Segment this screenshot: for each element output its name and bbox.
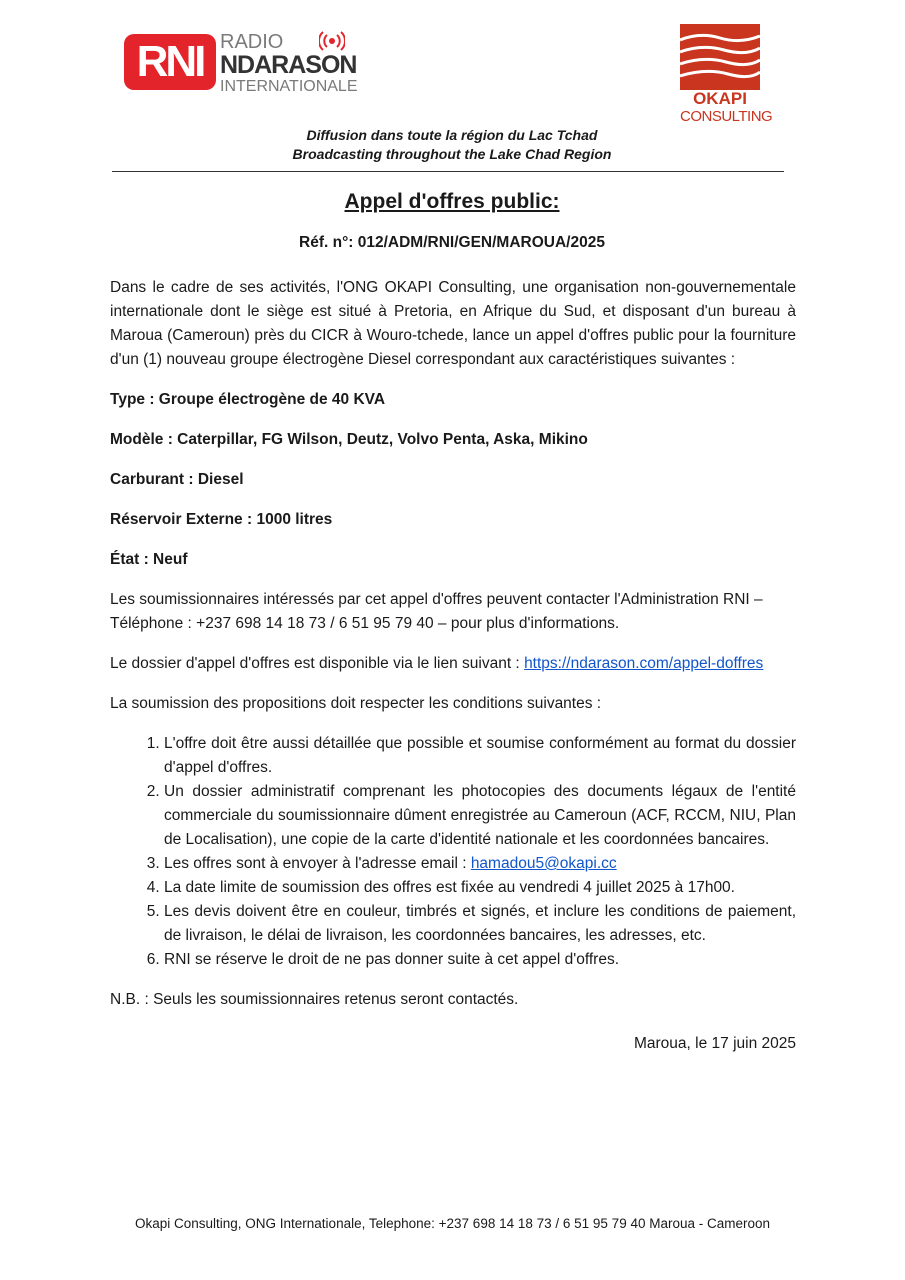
conditions-list: [110, 732, 796, 972]
tagline-english: Broadcasting throughout the Lake Chad Region: [292, 146, 612, 162]
spec-type: Type : Groupe électrogène de 40 KVA: [110, 391, 386, 408]
intro-paragraph: Dans le cadre de ses activités, l'ONG OKAPI Consulting, une organisation non-gouvernementale internationale dont le siège est situé à Pretoria, en Afrique du Sud, et disposant d'un bureau à Maroua (Cameroun) près du CICR à Wouro-tchede, lance un appel d'offres public pour la fourniture d'un (1) nouveau groupe électrogène Diesel correspondant aux caractéristiques suivantes :: [110, 279, 796, 368]
rni-logo-international: INTERNATIONALE: [220, 78, 358, 95]
tagline-french: Diffusion dans toute la région du Lac Tchad: [306, 127, 598, 143]
condition-item: 6. RNI se réserve le droit de ne pas donner suite à cet appel d'offres.: [164, 948, 796, 972]
condition-item: 2. Un dossier administratif comprenant les photocopies des documents légaux de l'entité commerciale du soumissionnaire dûment enregistrée au Cameroun (ACF, RCCM, NIU, Plan de Localisation), une copie de la carte d'identité nationale et les coordonnées bancaires.: [164, 780, 796, 852]
okapi-logo-sub: CONSULTING: [680, 108, 773, 125]
conditions-intro: La soumission des propositions doit respecter les conditions suivantes :: [110, 695, 602, 712]
header-tagline: [112, 126, 792, 164]
spec-model: Modèle : Caterpillar, FG Wilson, Deutz, Volvo Penta, Aska, Mikino: [110, 431, 588, 448]
rni-logo-box: RNI: [124, 34, 216, 90]
reference-number: Réf. n°: 012/ADM/RNI/GEN/MAROUA/2025: [299, 234, 605, 251]
rni-logo: [124, 32, 369, 96]
dossier-text: Le dossier d'appel d'offres est disponible via le lien suivant :: [110, 655, 525, 672]
dossier-paragraph: [110, 652, 796, 676]
page-footer: Okapi Consulting, ONG Internationale, Telephone: +237 698 14 18 73 / 6 51 95 79 40 Maroua - Cameroon: [134, 1216, 771, 1231]
okapi-logo-name: OKAPI: [693, 89, 747, 108]
dossier-link[interactable]: https://ndarason.com/appel-doffres: [524, 655, 764, 672]
document-date: Maroua, le 17 juin 2025: [633, 1035, 796, 1052]
condition-item: 4. La date limite de soumission des offres est fixée au vendredi 4 juillet 2025 à 17h00.: [164, 876, 796, 900]
condition-email-text: Les offres sont à envoyer à l'adresse email :: [164, 855, 471, 872]
condition-item: [164, 852, 796, 876]
spec-tank: Réservoir Externe : 1000 litres: [110, 511, 333, 528]
spec-condition: État : Neuf: [110, 551, 188, 568]
rni-logo-text: [220, 32, 370, 96]
document-title: Appel d'offres public:: [344, 190, 560, 213]
broadcast-signal-icon: [319, 30, 345, 52]
header-divider: [112, 171, 784, 172]
contact-paragraph: Les soumissionnaires intéressés par cet appel d'offres peuvent contacter l'Administration RNI – Téléphone : +237 698 14 18 73 / 6 51 95 79 40 – pour plus d'informations.: [110, 591, 763, 632]
rni-logo-ndarason: NDARASON: [220, 51, 357, 79]
okapi-logo-mark-icon: [680, 24, 760, 90]
email-link[interactable]: hamadou5@okapi.cc: [470, 855, 617, 872]
rni-logo-radio: RADIO: [220, 31, 284, 53]
condition-item: 1. L'offre doit être aussi détaillée que possible et soumise conformément au format du dossier d'appel d'offres.: [164, 732, 796, 780]
document-body: [110, 276, 796, 1056]
condition-item: 5. Les devis doivent être en couleur, timbrés et signés, et inclure les conditions de paiement, de livraison, le délai de livraison, les coordonnées bancaires, les adresses, etc.: [164, 900, 796, 948]
okapi-consulting-logo: [680, 24, 773, 128]
nb-note: N.B. : Seuls les soumissionnaires retenus seront contactés.: [110, 991, 519, 1008]
spec-fuel: Carburant : Diesel: [110, 471, 244, 488]
